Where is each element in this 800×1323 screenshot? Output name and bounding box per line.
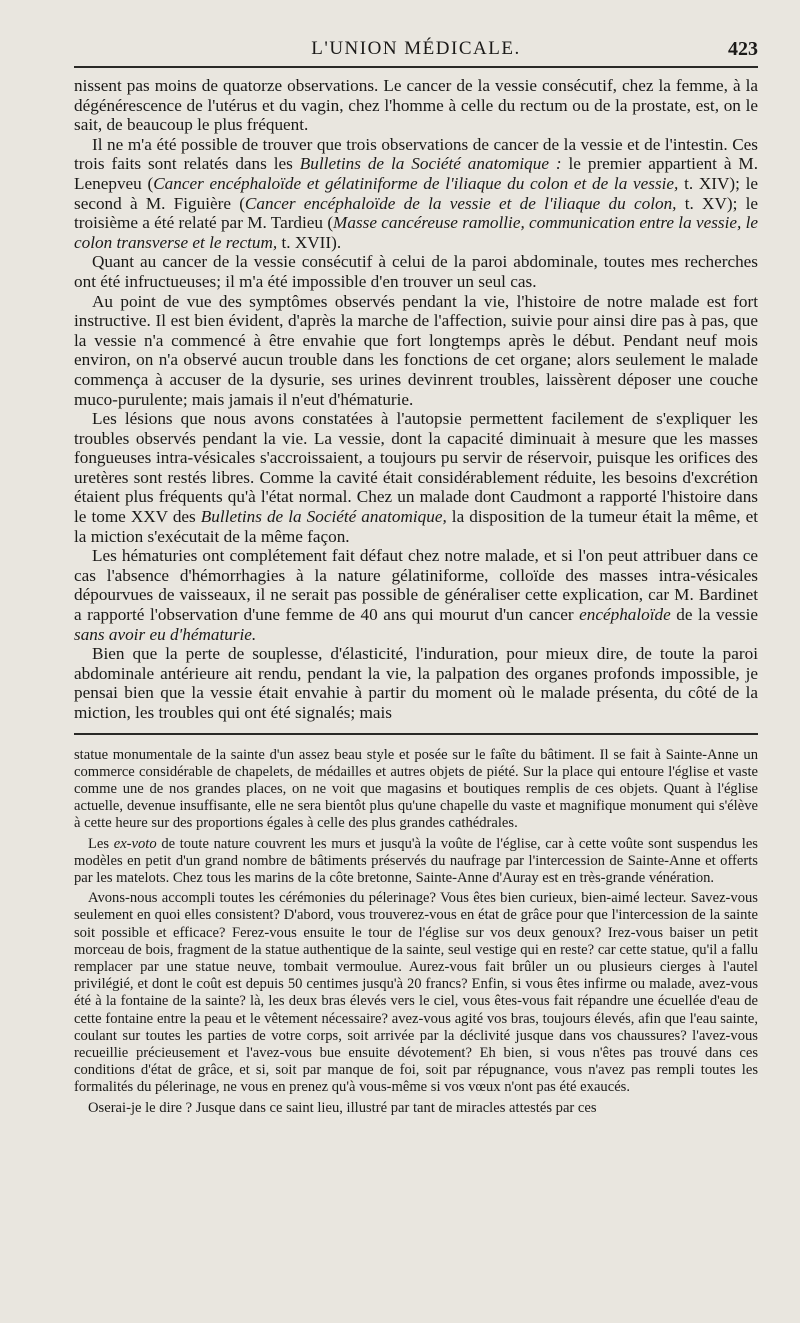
text-run: la disposition de la tumeur était la même, et la miction s'exécutait de la même façon.	[74, 507, 758, 546]
text-run: de toute nature couvrent les murs et jusqu'à la voûte de l'église, car à cette voûte sont suspendus les modèles en petit d'un grand nombre de bâtiments préservés du naufrage par l'intercession de Sainte-Anne et offerts par les matelots. Chez tous les marins de la côte bretonne, Sainte-Anne d'Auray est en très-grande vénération.	[74, 835, 758, 887]
body-paragraph	[74, 76, 758, 135]
italic-text: Masse cancéreuse ramollie, communication entre la vessie, le colon transverse et le rectum,	[74, 213, 759, 252]
body-paragraph	[74, 135, 758, 253]
text-run: Quant au cancer de la vessie consécutif à celui de la paroi abdominale, toutes mes recherches ont été infructueuses; il m'a été impossible d'en trouver un seul cas.	[74, 252, 758, 291]
running-head	[74, 36, 758, 68]
text-run: statue monumentale de la sainte d'un assez beau style et posée sur le faîte du bâtiment. Il se fait à Sainte-Anne un commerce considérable de chapelets, de médailles et autres objets de piété. Sur la place qui entoure l'église et vaste comme une de nos grandes places, on ne voit que magasins et boutiques remplis de ces objets. Quant à l'église actuelle, devenue insuffisante, elle ne sera bientôt plus qu'une chapelle du vaste et magnifique monument qui s'élève à cette heure sur des proportions égales à celle des plus grandes cathédrales.	[74, 746, 758, 832]
footnote-paragraph	[74, 836, 758, 888]
text-run: Oserai-je le dire ? Jusque dans ce saint lieu, illustré par tant de miracles attestés par ces	[88, 1099, 597, 1116]
italic-text: Bulletins de la Société anatomique :	[299, 154, 562, 174]
text-run: Bien que la perte de souplesse, d'élasticité, l'induration, pour mieux dire, de toute la paroi abdominale antérieure ait rendu, pendant la vie, la palpation des organes profonds impossible, je pensai bien que la vessie était envahie à partir du moment où le malade présenta, du côté de la miction, les troubles qui ont été signalés; mais	[74, 644, 758, 722]
body-paragraph	[74, 252, 758, 291]
text-run: le premier appartient à M. Lenepveu (	[74, 154, 758, 193]
italic-text: Cancer encéphaloïde de la vessie et de l'iliaque du colon,	[244, 193, 677, 213]
text-run: t. XVII).	[277, 232, 342, 252]
footnote	[74, 747, 758, 1117]
body-paragraph	[74, 409, 758, 546]
body-paragraph	[74, 546, 758, 644]
page-number: 423	[728, 38, 758, 60]
italic-text: encéphaloïde	[579, 605, 671, 625]
text-run: Au point de vue des symptômes observés pendant la vie, l'histoire de notre malade est fort instructive. Il est bien évident, d'après la marche de l'affection, suivie pour ainsi dire pas à pas, que la vessie n'a commencé à être envahie que fort longtemps après le début. Pendant neuf mois environ, on n'a observé aucun trouble dans les fonctions de cet organe; alors seulement le malade commença à accuser de la dysurie, ses urines devinrent troubles, laissèrent déposer une couche muco-purulente; mais jamais il n'eut d'hématurie.	[74, 291, 758, 409]
main-text	[74, 76, 758, 723]
footnote-paragraph	[74, 747, 758, 833]
text-run: Les hématuries ont complétement fait défaut chez notre malade, et si l'on peut attribuer dans ce cas l'absence d'hémorrhagies à la nature gélatiniforme, colloïde des masses intra-vésicales dépourvues de vaisseaux, il ne serait pas possible de généraliser cette explication, car M. Bardinet a rapporté l'observation d'une femme de 40 ans qui mourut d'un cancer	[74, 546, 758, 625]
italic-text: sans avoir eu d'hématurie.	[74, 624, 257, 644]
text-run: de la vessie	[670, 605, 758, 625]
text-run: t. XV); le troisième a été relaté par M. Tardieu (	[74, 193, 759, 233]
footnote-paragraph	[74, 890, 758, 1096]
text-run: Les	[88, 835, 114, 852]
text-run: t. XIV); le second à M. Figuière (	[74, 173, 759, 213]
italic-text: Bulletins de la Société anatomique,	[200, 507, 447, 527]
text-run: Les lésions que nous avons constatées à l'autopsie permettent facilement de s'expliquer les troubles observés pendant la vie. La vessie, dont la capacité diminuait à mesure que les masses fongueuses intra-vésicales s'accroissaient, a toujours pu servir de réservoir, puisque les orifices des uretères sont restés libres. Comme la cavité était considérablement réduite, les besoins d'excrétion étaient plus fréquents qu'à l'état normal. Chez un malade dont Caudmont a rapporté l'histoire dans le tome XXV des	[74, 409, 758, 527]
text-run: Il ne m'a été possible de trouver que trois observations de cancer de la vessie et de l'intestin. Ces trois faits sont relatés dans les	[74, 134, 758, 174]
footnote-divider	[74, 733, 758, 735]
body-paragraph	[74, 644, 758, 722]
italic-text: Cancer encéphaloïde et gélatiniforme de l'iliaque du colon et de la vessie,	[153, 173, 679, 193]
footnote-paragraph	[74, 1100, 758, 1117]
journal-title: L'UNION MÉDICALE.	[311, 38, 521, 59]
italic-text: ex-voto	[113, 835, 157, 852]
text-run: Avons-nous accompli toutes les cérémonies du pélerinage? Vous êtes bien curieux, bien-aimé lecteur. Savez-vous seulement en quoi elles consistent? D'abord, vous trouverez-vous en état de grâce pour que l'intercession de la sainte soit possible et efficace? Ferez-vous ensuite le tour de l'église sur vos deux genoux? Irez-vous baiser un petit morceau de bois, fragment de la statue authentique de la sainte, seul vestige qui en reste? car cette statue, qu'il a fallu remplacer par une statue neuve, tombait vermoulue. Aurez-vous fait brûler un ou plusieurs cierges à l'autel privilégié, et dont le coût est depuis 50 centimes jusqu'à 20 francs? Enfin, si vous êtes infirme ou malade, avez-vous été à la fontaine de la sainte? là, les deux bras élevés vers le ciel, vous êtes-vous fait répandre une écuellée d'eau de cette fontaine entre la peau et le vêtement nécessaire? avez-vous agité vos bras, toujours élevés, afin que l'eau sainte, coulant sur toutes les parties de votre corps, soit arrivée par la déclivité jusque dans vos chaussures? l'avez-vous recueillie précieusement et l'avez-vous bue ensuite dévotement? Eh bien, si vous n'êtes pas trouvé dans ces conditions d'état de grâce, et si, soit par manque de foi, soit par répugnance, vous n'avez pas rempli toutes les formalités du pélerinage, ne vous en prenez qu'à vous-même si vos vœux n'ont pas été exaucés.	[74, 890, 758, 1096]
text-run: nissent pas moins de quatorze observations. Le cancer de la vessie consécutif, chez la femme, à la dégénérescence de l'utérus et du vagin, chez l'homme à celle du rectum ou de la prostate, est, on le sait, de beaucoup le plus fréquent.	[74, 76, 758, 135]
body-paragraph	[74, 292, 758, 410]
